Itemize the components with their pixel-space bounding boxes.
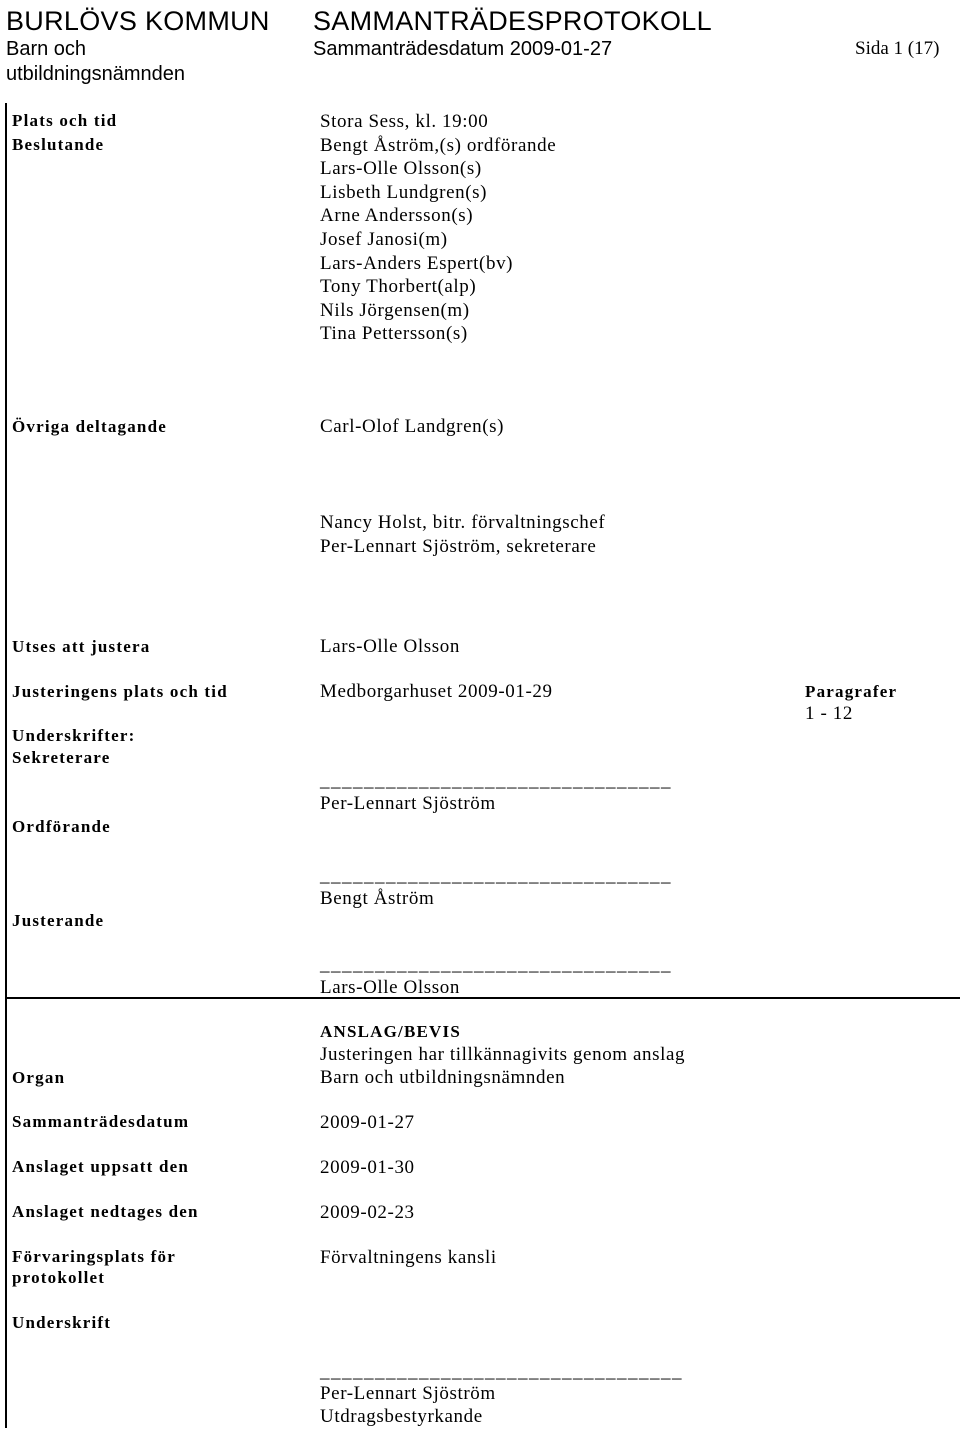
adjuster-signature-name: Lars-Olle Olsson — [320, 977, 460, 998]
paragraphs-value: 1 - 12 — [805, 703, 853, 724]
list-item: Tony Thorbert(alp) — [320, 276, 477, 298]
notice-text: Justeringen har tillkännagivits genom anslag — [320, 1044, 686, 1065]
others-value: Carl-Olof Landgren(s) — [320, 416, 505, 437]
notice-date-value: 2009-01-27 — [320, 1112, 415, 1133]
storage-label-line2: protokollet — [12, 1268, 106, 1287]
list-item: Per-Lennart Sjöström, sekreterare — [320, 535, 597, 557]
notice-signature-line: _________________________________ — [320, 1361, 683, 1382]
officials-list — [320, 511, 605, 558]
signer-role: Utdragsbestyrkande — [320, 1406, 483, 1427]
section-divider — [5, 997, 960, 999]
list-item: Tina Pettersson(s) — [320, 323, 468, 345]
adjuster-signature-line: ________________________________ — [320, 954, 672, 975]
committee-name-line1: Barn och — [6, 38, 87, 60]
others-label: Övriga deltagande — [12, 417, 167, 436]
adjusting-label: Justerande — [12, 911, 105, 930]
meeting-date: Sammanträdesdatum 2009-01-27 — [313, 38, 613, 60]
list-item: Nancy Holst, bitr. förvaltningschef — [320, 512, 606, 533]
adjuster-value: Lars-Olle Olsson — [320, 636, 460, 657]
removed-label: Anslaget nedtages den — [12, 1202, 199, 1221]
organ-label: Organ — [12, 1068, 66, 1087]
paragraphs-label: Paragrafer — [805, 682, 898, 701]
list-item: Nils Jörgensen(m) — [320, 299, 470, 321]
posted-label: Anslaget uppsatt den — [12, 1157, 190, 1176]
list-item: Lars-Anders Espert(bv) — [320, 252, 514, 274]
removed-value: 2009-02-23 — [320, 1202, 415, 1223]
adjust-place-value: Medborgarhuset 2009-01-29 — [320, 681, 553, 702]
signer-name: Per-Lennart Sjöström — [320, 1383, 496, 1404]
list-item: Lars-Olle Olsson(s) — [320, 158, 482, 180]
adjust-place-label: Justeringens plats och tid — [12, 682, 228, 701]
place-value: Stora Sess, kl. 19:00 — [320, 111, 489, 132]
page-number: Sida 1 (17) — [855, 38, 940, 59]
chair-label: Ordförande — [12, 817, 111, 836]
adjuster-label: Utses att justera — [12, 637, 151, 656]
list-item: Josef Janosi(m) — [320, 228, 448, 250]
signatures-heading: Underskrifter: — [12, 726, 136, 745]
decision-makers-label: Beslutande — [12, 135, 105, 154]
municipality-title: BURLÖVS KOMMUN — [6, 6, 270, 36]
storage-label-line1: Förvaringsplats för — [12, 1247, 176, 1266]
secretary-signature-line: ________________________________ — [320, 770, 672, 791]
notice-title: ANSLAG/BEVIS — [320, 1022, 461, 1041]
secretary-name: Per-Lennart Sjöström — [320, 793, 496, 814]
organ-value: Barn och utbildningsnämnden — [320, 1067, 566, 1088]
committee-name-line2: utbildningsnämnden — [6, 63, 186, 85]
secretary-label: Sekreterare — [12, 748, 111, 767]
place-label: Plats och tid — [12, 111, 118, 130]
frame-left-top — [5, 103, 7, 998]
posted-value: 2009-01-30 — [320, 1157, 415, 1178]
signature-label: Underskrift — [12, 1313, 112, 1332]
document-type-title: SAMMANTRÄDESPROTOKOLL — [313, 6, 712, 36]
chair-name: Bengt Åström — [320, 888, 435, 909]
list-item: Lisbeth Lundgren(s) — [320, 181, 488, 203]
list-item: Arne Andersson(s) — [320, 205, 474, 227]
members-list — [320, 110, 556, 346]
list-item: Bengt Åström,(s) ordförande — [320, 134, 557, 156]
frame-left-bottom — [5, 998, 7, 1428]
storage-value: Förvaltningens kansli — [320, 1247, 497, 1268]
notice-date-label: Sammanträdesdatum — [12, 1112, 190, 1131]
chair-signature-line: ________________________________ — [320, 865, 672, 886]
